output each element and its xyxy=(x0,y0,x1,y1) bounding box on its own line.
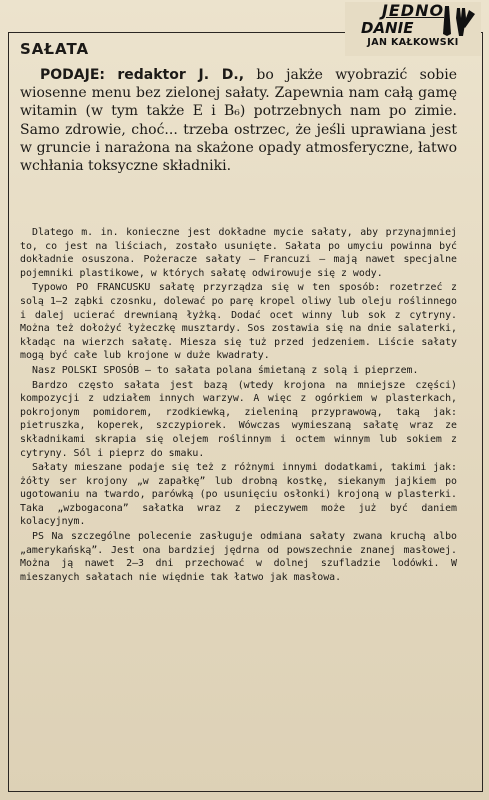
author-name: JAN KAŁKOWSKI xyxy=(367,37,459,48)
paragraph-polish: Nasz POLSKI SPOSÓB — to sałata polana śmietaną z solą i pieprzem. xyxy=(32,364,419,376)
logo-line-1: JEDNO xyxy=(381,1,445,20)
paragraph-washing: Dlatego m. in. konieczne jest dokładne mycie sałaty, aby przynajmniej to, co jest na liściach, zostało usunięte. Sałata po umyciu powinna być dokładnie osuszona. Pożeracze sałaty — Francuzi — mają nawet specjalne pojemniki plastikowe, w których sałatę odwirowuje się z wody. xyxy=(20,227,457,279)
logo-line-2: DANIE xyxy=(361,19,414,37)
paragraph-french: Typowo PO FRANCUSKU sałatę przyrządza się w ten sposób: rozetrzeć z solą 1—2 ząbki czosnku, dolewać po parę kropel oliwy lub oleju roślinnego i dalej ucierać drewnianą łyżką. Dodać ocet winny lub sok z cytryny. Można też dołożyć łyżeczkę musztardy. Sos zostawia się na dnie salaterki, kładąc na wierzch sałatę. Miesza się tuż przed jedzeniem. Liście sałaty mogą być całe lub krojone w duże kwadraty. xyxy=(20,282,457,362)
article-title: SAŁATA xyxy=(20,40,90,58)
article-body xyxy=(20,226,457,585)
lead-caps: PODAJE: xyxy=(40,67,105,83)
paragraph-mixed: Bardzo często sałata jest bazą (wtedy krojona na mniejsze części) kompozycji z udziałem innych warzyw. A więc z ogórkiem w plasterkach, pokrojonym pomidorem, rzodkiewką, zieleniną przyprawową, taką jak: pietruszka, koperek, szczypiorek. Wówczas wymieszaną sałatę wraz ze składnikami skrapia się olejem roślinnym i octem winnym lub sokiem z cytryny. Sól i pieprz do smaku. xyxy=(20,379,457,459)
lead-paragraph xyxy=(20,66,457,175)
paragraph-additions: Sałaty mieszane podaje się też z różnymi innymi dodatkami, takimi jak: żółty ser krojony „w zapałkę” lub drobną kostkę, siekanym jajkiem po ugotowaniu na twardo, parówką (po usunięciu osłonki) krojoną w plasterki. Taka „wzbogacona” sałatka wraz z pieczywem może już być daniem kolacyjnym. xyxy=(20,462,457,528)
lead-text: bo jakże wyobrazić sobie wiosenne menu bez zielonej sałaty. Zapewnia nam całą gamę witamin (w tym także E i B₆) potrzebnych nam po zimie. Samo zdrowie, choć... trzeba ostrzec, że jeśli uprawiana jest w gruncie i narażona na skażone opady atmosferyczne, łatwo wchłania toksyczne składniki. xyxy=(20,67,457,175)
cutlery-icon xyxy=(437,4,477,38)
paragraph-ps: PS Na szczególne polecenie zasługuje odmiana sałaty zwana kruchą albo „amerykańską”. Jest ona bardziej jędrna od powszechnie znanej masłowej. Można ją nawet 2—3 dni przechować w dolnej szufladzie lodówki. W mieszanych sałatach nie więdnie tak łatwo jak masłowa. xyxy=(20,531,457,583)
lead-editor: redaktor J. D., xyxy=(117,67,245,83)
column-logo xyxy=(345,2,481,56)
